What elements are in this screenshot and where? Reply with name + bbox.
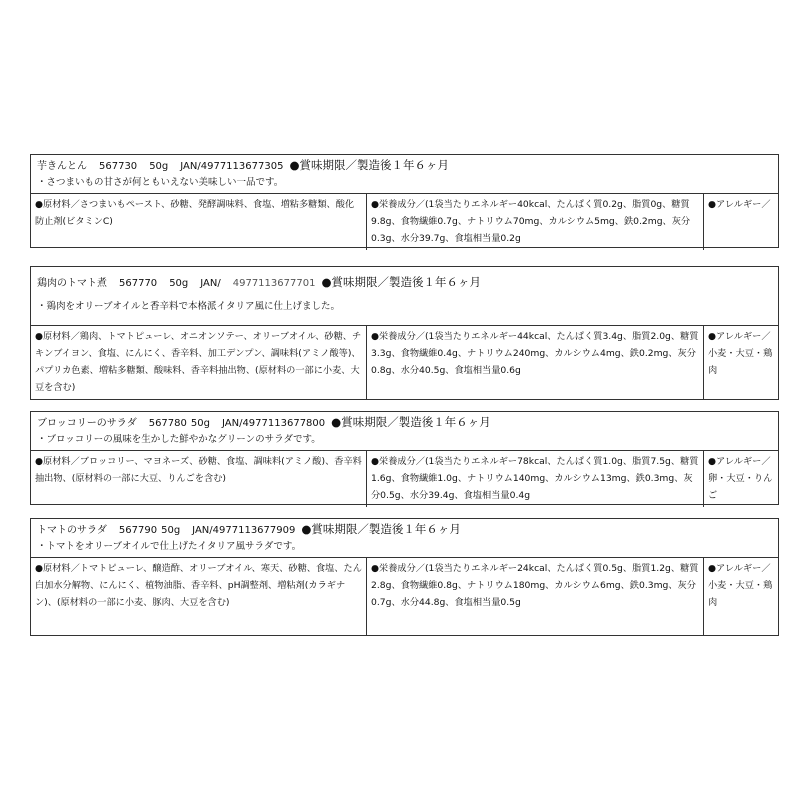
product-name: 芋きんとん	[37, 161, 87, 172]
product-title-line	[37, 157, 772, 175]
ingredients-cell: ●原材料／ブロッコリー、マヨネーズ、砂糖、食塩、調味料(アミノ酸)、香辛料抽出物、(原材料の一部に大豆、りんごを含む)	[31, 451, 367, 507]
product-code: 567770	[119, 278, 158, 289]
jan-code: 4977113677305	[200, 161, 284, 172]
product-weight: 50g	[149, 161, 169, 172]
product-details	[31, 558, 778, 636]
product-weight: 50g	[169, 278, 189, 289]
product-code: 567790	[118, 525, 158, 536]
nutrition-cell: ●栄養成分／(1袋当たりエネルギー24kcal、たんぱく質0.5g、脂質1.2g、糖質2.8g、食物繊維0.8g、ナトリウム180mg、カルシウム6mg、鉄0.3mg、灰分0.7g、水分44.8g、食塩相当量0.5g	[367, 558, 704, 636]
expiry-info: ●賞味期限／製造後１年６ヶ月	[331, 415, 491, 429]
product-header	[31, 267, 778, 326]
product-name: トマトのサラダ	[37, 525, 107, 536]
product-code: 567730	[99, 161, 138, 172]
product-description: ・鶏肉をオリーブオイルと香辛料で本格派イタリア風に仕上げました。	[37, 301, 340, 312]
jan-label: JAN/	[200, 278, 221, 289]
allergen-cell: ●アレルギー／小麦・大豆・鶏肉	[708, 563, 773, 608]
nutrition-cell: ●栄養成分／(1袋当たりエネルギー40kcal、たんぱく質0.2g、脂質0g、糖質9.8g、食物繊維0.7g、ナトリウム70mg、カルシウム5mg、鉄0.2mg、灰分0.3g、水分39.7g、食塩相当量0.2g	[367, 194, 704, 250]
jan-label: JAN/	[180, 161, 201, 172]
product-details	[31, 194, 778, 250]
product-title-line	[37, 414, 772, 432]
product-header	[31, 412, 778, 451]
product-name: ブロッコリーのサラダ	[37, 418, 137, 429]
product-title-line	[37, 521, 772, 539]
jan-label: JAN/	[192, 525, 213, 536]
product-description: ・ブロッコリーの風味を生かした鮮やかなグリーンのサラダです。	[37, 434, 321, 445]
product-details	[31, 326, 778, 400]
allergen-cell: ●アレルギー／小麦・大豆・鶏肉	[708, 331, 773, 376]
product-weight: 50g	[190, 418, 210, 429]
product-card-broccoli-salad	[30, 411, 779, 505]
jan-code: 4977113677909	[212, 525, 296, 536]
expiry-info: ●賞味期限／製造後１年６ヶ月	[301, 522, 461, 536]
ingredients-cell: ●原材料／トマトピューレ、醸造酢、オリーブオイル、寒天、砂糖、食塩、たん白加水分解物、にんにく、植物油脂、香辛料、pH調整剤、増粘剤(カラギナン)、(原材料の一部に小麦、豚肉、大豆を含む)	[31, 558, 367, 636]
product-description: ・トマトをオリーブオイルで仕上げたイタリア風サラダです。	[37, 541, 302, 552]
allergen-cell: ●アレルギー／卵・大豆・りんご	[708, 456, 773, 501]
jan-code: 4977113677800	[242, 418, 326, 429]
product-name: 鶏肉のトマト煮	[37, 278, 107, 289]
product-card-chicken-tomato	[30, 266, 779, 400]
ingredients-cell: ●原材料／鶏肉、トマトピューレ、オニオンソテー、オリーブオイル、砂糖、チキンブイヨン、食塩、にんにく、香辛料、加工デンプン、調味料(アミノ酸等)、パプリカ色素、増粘多糖類、酸味料、香辛料抽出物、(原材料の一部に小麦、大豆を含む)	[31, 326, 367, 400]
product-code: 567780	[148, 418, 187, 429]
product-card-imo-kinton	[30, 154, 779, 248]
jan-label: JAN/	[221, 418, 243, 429]
product-weight: 50g	[161, 525, 181, 536]
product-header	[31, 519, 778, 558]
ingredients-cell: ●原材料／さつまいもペースト、砂糖、発酵調味料、食塩、増粘多糖類、酸化防止剤(ビタミンC)	[31, 194, 367, 250]
product-details	[31, 451, 778, 507]
expiry-info: ●賞味期限／製造後１年６ヶ月	[321, 275, 481, 289]
jan-code: 4977113677701	[232, 278, 316, 289]
nutrition-cell: ●栄養成分／(1袋当たりエネルギー78kcal、たんぱく質1.0g、脂質7.5g、糖質1.6g、食物繊維1.0g、ナトリウム140mg、カルシウム13mg、鉄0.3mg、灰分0.5g、水分39.4g、食塩相当量0.4g	[367, 451, 704, 507]
expiry-info: ●賞味期限／製造後１年６ヶ月	[289, 158, 449, 172]
product-card-tomato-salad	[30, 518, 779, 636]
product-header	[31, 155, 778, 194]
product-description: ・さつまいもの甘さが何ともいえない美味しい一品です。	[37, 177, 284, 188]
allergen-cell: ●アレルギー／	[708, 199, 771, 210]
product-title-line	[37, 272, 772, 294]
nutrition-cell: ●栄養成分／(1袋当たりエネルギー44kcal、たんぱく質3.4g、脂質2.0g、糖質3.3g、食物繊維0.4g、ナトリウム240mg、カルシウム4mg、鉄0.2mg、灰分0.8g、水分40.5g、食塩相当量0.6g	[367, 326, 704, 400]
